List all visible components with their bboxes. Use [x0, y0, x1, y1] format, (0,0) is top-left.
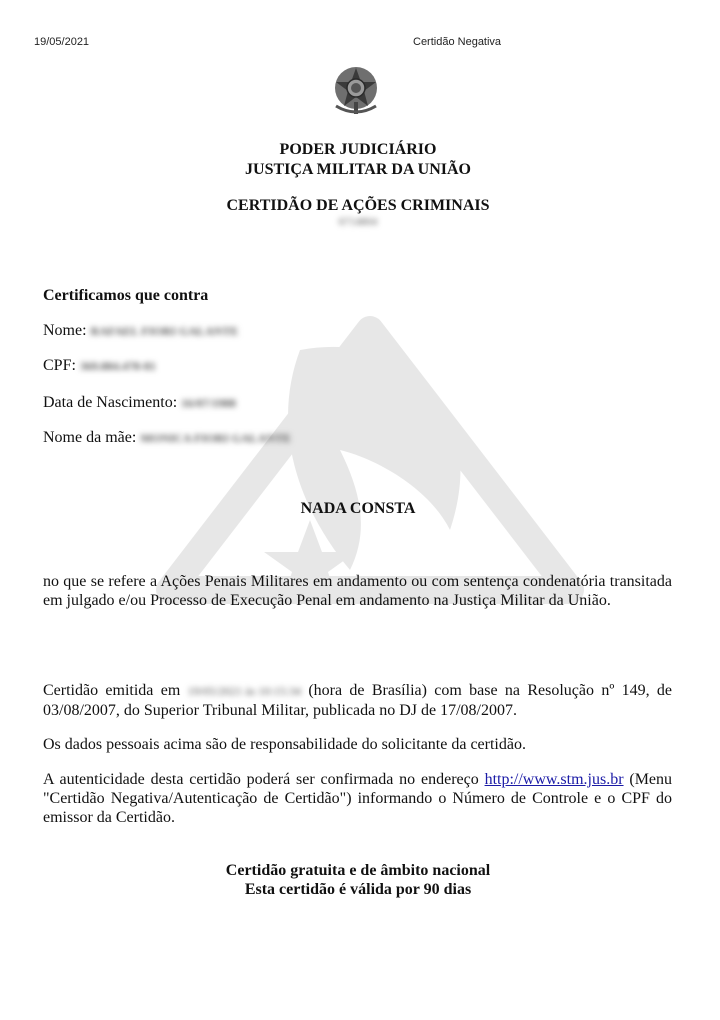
brasao-coat-of-arms-icon	[328, 62, 384, 118]
result-nada-consta: NADA CONSTA	[300, 500, 416, 517]
body-paragraph: no que se refere a Ações Penais Militares em andamento ou com sentença condenatória transitada em julgado e/ou Processo de Execução Penal em andamento na Justiça Militar da União.	[43, 573, 672, 609]
birth-row	[43, 394, 236, 412]
mother-label: Nome da mãe:	[43, 429, 137, 446]
stm-link[interactable]: http://www.stm.jus.br	[484, 771, 624, 788]
document-title: CERTIDÃO DE AÇÕES CRIMINAIS	[226, 197, 490, 214]
issued-datetime: 19/05/2021 às 10:15:34	[187, 684, 301, 698]
issued-paragraph	[43, 681, 672, 720]
print-title: Certidão Negativa	[413, 36, 502, 48]
name-value: RAFAEL FIORI GALANTE	[90, 324, 239, 338]
issued-suffix: (hora de Brasília) com base na Resolução nº 149, de 03/08/2007, do Superior Tribunal Militar, publicada no DJ de 17/08/2007.	[43, 682, 673, 719]
name-row	[43, 322, 238, 340]
heading-line1: PODER JUDICIÁRIO	[279, 141, 437, 158]
birth-value: 16/07/1988	[181, 396, 236, 410]
authenticity-prefix: A autenticidade desta certidão poderá ser confirmada no endereço	[43, 771, 479, 788]
name-label: Nome:	[43, 322, 87, 339]
control-number	[0, 216, 716, 228]
intro-text: Certificamos que contra	[43, 287, 209, 304]
mother-value: MONICA FIORI GALANTE	[140, 431, 291, 445]
footer-line2: Esta certidão é válida por 90 dias	[244, 881, 472, 898]
cpf-row	[43, 357, 156, 375]
control-number-value: 6714804	[338, 216, 378, 228]
authenticity-paragraph	[43, 770, 672, 827]
footer-line1: Certidão gratuita e de âmbito nacional	[225, 862, 491, 879]
issued-prefix: Certidão emitida em	[43, 682, 181, 699]
heading-line2: JUSTIÇA MILITAR DA UNIÃO	[245, 161, 471, 178]
mother-row	[43, 429, 291, 447]
cpf-value: 369.884.478-81	[79, 359, 156, 373]
responsibility-paragraph: Os dados pessoais acima são de responsabilidade do solicitante da certidão.	[43, 736, 526, 753]
authenticity-suffix: (Menu "Certidão Negativa/Autenticação de Certidão") informando o Número de Controle e o CPF do emissor da Certidão.	[43, 771, 673, 826]
cpf-label: CPF:	[43, 357, 76, 374]
birth-label: Data de Nascimento:	[43, 394, 178, 411]
print-date: 19/05/2021	[34, 36, 90, 48]
